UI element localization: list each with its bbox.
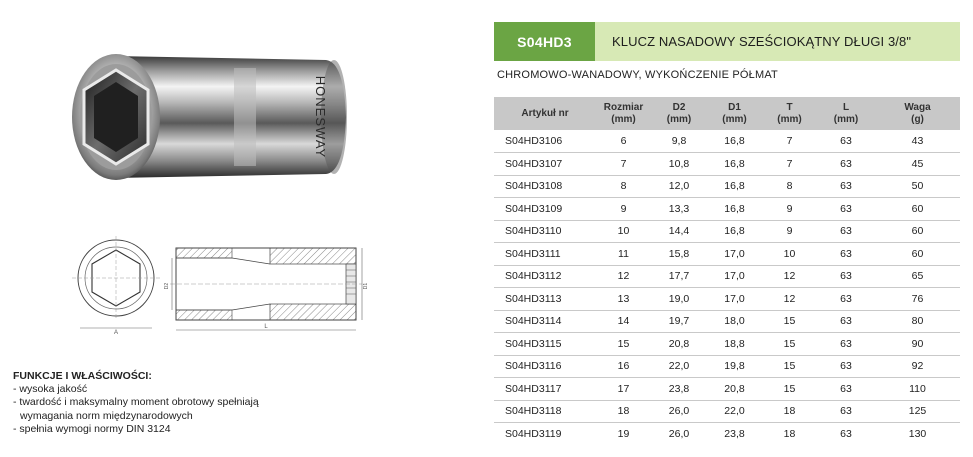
cell-article: S04HD3111 — [494, 243, 596, 266]
cell-weight: 110 — [875, 378, 960, 401]
cell-d2: 15,8 — [651, 243, 707, 266]
cell-article: S04HD3112 — [494, 265, 596, 288]
cell-size: 9 — [596, 198, 651, 221]
cell-weight: 130 — [908, 428, 927, 440]
cell-size: 7 — [596, 153, 651, 176]
product-title: KLUCZ NASADOWY SZEŚCIOKĄTNY DŁUGI 3/8" — [595, 22, 960, 61]
table-row — [494, 288, 960, 311]
cell-article: S04HD3115 — [494, 333, 596, 356]
cell-l: 63 — [817, 175, 875, 198]
table-row — [494, 153, 960, 176]
cell-d2: 12,0 — [651, 175, 707, 198]
table-row — [494, 175, 960, 198]
product-header — [494, 22, 960, 61]
cell-weight: 76 — [875, 288, 960, 311]
table-row — [494, 378, 960, 401]
cell-size: 18 — [596, 400, 651, 423]
cell-l: 63 — [817, 130, 875, 153]
cell-d2: 26,0 — [651, 400, 707, 423]
cell-article: S04HD3106 — [494, 130, 596, 153]
cell-weight: 50 — [875, 175, 960, 198]
cell-d2: 17,7 — [651, 265, 707, 288]
cell-l: 63 — [817, 310, 875, 333]
cell-l: 63 — [840, 428, 852, 440]
cell-weight: 92 — [875, 355, 960, 378]
cell-weight: 80 — [875, 310, 960, 333]
cell-d2: 19,7 — [651, 310, 707, 333]
cell-weight: 125 — [875, 400, 960, 423]
cell-d2: 20,8 — [651, 333, 707, 356]
cell-d2: 10,8 — [651, 153, 707, 176]
table-row — [494, 310, 960, 333]
cell-l: 63 — [817, 220, 875, 243]
cell-d1: 18,8 — [707, 333, 762, 356]
cell-d2: 14,4 — [651, 220, 707, 243]
cell-d1: 16,8 — [707, 153, 762, 176]
col-header-l: L (mm) — [817, 97, 875, 130]
cell-t: 7 — [762, 153, 817, 176]
cell-d2: 23,8 — [651, 378, 707, 401]
table-row — [494, 333, 960, 356]
table-row — [494, 220, 960, 243]
cell-size: 17 — [596, 378, 651, 401]
table-row — [494, 130, 960, 153]
col-header-weight: Waga (g) — [875, 97, 960, 130]
cell-t: 18 — [762, 400, 817, 423]
table-header-row — [494, 97, 960, 130]
cell-size: 19 — [617, 428, 630, 440]
cell-l: 63 — [817, 355, 875, 378]
product-subtitle: CHROMOWO-WANADOWY, WYKOŃCZENIE PÓŁMAT — [497, 69, 778, 81]
cell-t: 15 — [762, 333, 817, 356]
cell-d2: 9,8 — [651, 130, 707, 153]
cell-d1: 18,0 — [707, 310, 762, 333]
cell-size: 13 — [596, 288, 651, 311]
product-photo — [58, 42, 378, 192]
cell-l: 63 — [817, 288, 875, 311]
cell-t: 15 — [762, 310, 817, 333]
cell-size: 8 — [596, 175, 651, 198]
col-header-t: T (mm) — [762, 97, 817, 130]
cell-d1: 16,8 — [707, 220, 762, 243]
spec-table — [494, 97, 960, 445]
col-header-article: Artykuł nr — [494, 97, 596, 130]
table-row — [494, 423, 960, 446]
cell-l: 63 — [817, 378, 875, 401]
cell-t: 12 — [762, 288, 817, 311]
cell-weight: 43 — [875, 130, 960, 153]
cell-article: S04HD3114 — [494, 310, 596, 333]
cell-t: 12 — [762, 265, 817, 288]
feature-item: - wysoka jakość — [13, 383, 88, 396]
cell-article: S04HD3113 — [494, 288, 596, 311]
cell-d1: 16,8 — [707, 175, 762, 198]
cell-d1: 22,0 — [707, 400, 762, 423]
cell-l: 63 — [817, 265, 875, 288]
cell-size: 10 — [596, 220, 651, 243]
cell-article: S04HD3118 — [494, 400, 596, 423]
cell-t: 18 — [783, 428, 796, 440]
col-header-d2: D2 (mm) — [651, 97, 707, 130]
cell-article: S04HD3116 — [494, 355, 596, 378]
cell-weight: 60 — [875, 220, 960, 243]
cell-t: 15 — [762, 378, 817, 401]
cell-d2: 19,0 — [651, 288, 707, 311]
cell-size: 14 — [596, 310, 651, 333]
table-row — [494, 400, 960, 423]
feature-item: - spełnia wymogi normy DIN 3124 — [13, 422, 171, 435]
cell-weight: 65 — [875, 265, 960, 288]
cell-d1: 19,8 — [707, 355, 762, 378]
cell-size: 11 — [596, 243, 651, 266]
cell-size: 16 — [596, 355, 651, 378]
cell-t: 9 — [762, 220, 817, 243]
cell-t: 8 — [762, 175, 817, 198]
cell-d1: 20,8 — [707, 378, 762, 401]
cell-d2: 26,0 — [668, 428, 690, 440]
technical-drawing — [70, 236, 370, 336]
cell-d1: 17,0 — [707, 243, 762, 266]
cell-weight: 60 — [875, 198, 960, 221]
cell-t: 10 — [762, 243, 817, 266]
cell-d1: 16,8 — [707, 130, 762, 153]
table-row — [494, 243, 960, 266]
cell-d2: 13,3 — [651, 198, 707, 221]
cell-t: 15 — [762, 355, 817, 378]
cell-weight: 45 — [875, 153, 960, 176]
drawing-label-l: L — [264, 324, 268, 330]
features-section — [13, 370, 313, 436]
cell-t: 7 — [762, 130, 817, 153]
cell-article: S04HD3109 — [494, 198, 596, 221]
cell-d2: 22,0 — [651, 355, 707, 378]
cell-l: 63 — [817, 198, 875, 221]
cell-d1: 17,0 — [707, 265, 762, 288]
cell-weight: 60 — [875, 243, 960, 266]
cell-article: S04HD3107 — [494, 153, 596, 176]
cell-article: S04HD3108 — [494, 175, 596, 198]
cell-size: 15 — [596, 333, 651, 356]
cell-d1: 17,0 — [707, 288, 762, 311]
cell-article: S04HD3110 — [494, 220, 596, 243]
cell-d1: 16,8 — [707, 198, 762, 221]
cell-l: 63 — [817, 153, 875, 176]
cell-d1: 23,8 — [724, 428, 745, 440]
drawing-label-d1: D1 — [363, 282, 369, 290]
cell-weight: 90 — [875, 333, 960, 356]
table-row — [494, 355, 960, 378]
drawing-label-a: A — [113, 330, 119, 336]
cell-l: 63 — [817, 243, 875, 266]
features-title: FUNKCJE I WŁAŚCIWOŚCI: — [13, 370, 152, 382]
cell-l: 63 — [817, 400, 875, 423]
cell-l: 63 — [817, 333, 875, 356]
col-header-d1: D1 (mm) — [707, 97, 762, 130]
cell-article: S04HD3117 — [494, 378, 596, 401]
cell-t: 9 — [762, 198, 817, 221]
cell-size: 6 — [596, 130, 651, 153]
feature-item: wymagania norm międzynarodowych — [20, 409, 193, 422]
drawing-label-d2: D2 — [164, 282, 170, 290]
table-row — [494, 265, 960, 288]
photo-engraving: HONESWAY — [313, 75, 328, 159]
table-row — [494, 198, 960, 221]
feature-item: - twardość i maksymalny moment obrotowy spełniają — [13, 396, 259, 409]
cell-size: 12 — [596, 265, 651, 288]
cell-article: S04HD3119 — [505, 428, 562, 440]
col-header-size: Rozmiar (mm) — [596, 97, 651, 130]
product-code: S04HD3 — [494, 22, 595, 61]
